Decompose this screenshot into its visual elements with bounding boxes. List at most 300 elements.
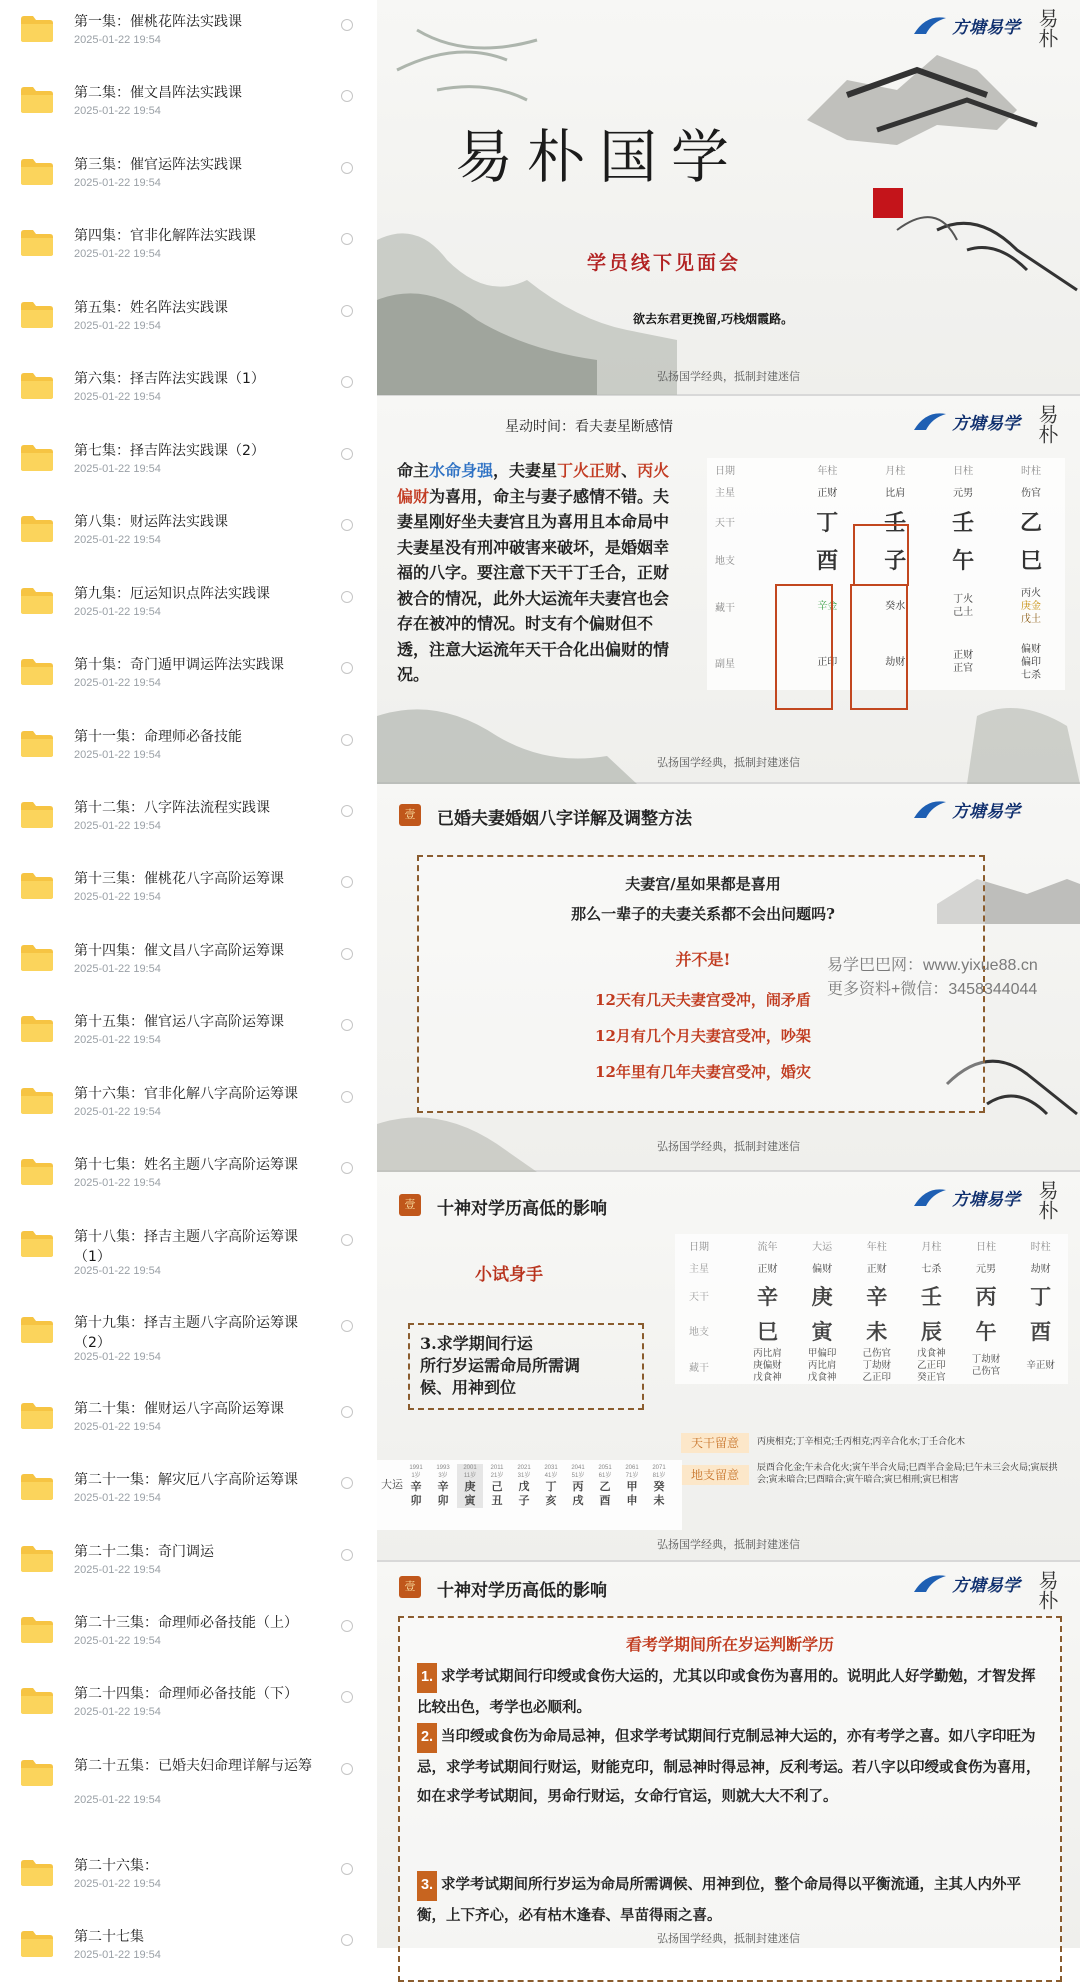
brand-logo — [912, 794, 1020, 824]
select-radio[interactable] — [341, 734, 353, 746]
select-radio[interactable] — [341, 1549, 353, 1561]
file-name: 第十一集：命理师必备技能 — [74, 729, 242, 745]
zhuxing-cell: 七杀 — [921, 1263, 942, 1275]
row-label: 天干 — [715, 517, 735, 529]
answer-line: 并不是! — [675, 950, 731, 969]
fuxing-item: 七杀 — [1021, 669, 1042, 681]
paragraph-1 — [417, 1662, 1045, 1722]
file-name: 第二十二集：奇门调运 — [74, 1544, 214, 1560]
question-line: 夫妻宫/星如果都是喜用 — [625, 875, 781, 893]
zhuxing-cell: 主星 — [689, 1263, 709, 1275]
select-radio[interactable] — [341, 90, 353, 102]
file-name: 第十二集：八字阵法流程实践课 — [74, 800, 270, 816]
text-run: 、 — [621, 461, 638, 480]
canggan-item: 乙正印 — [917, 1360, 946, 1371]
content-heading: 看考学期间所在岁运判断学历 — [625, 1635, 834, 1654]
header-cell: 日柱 — [953, 465, 974, 477]
select-radio[interactable] — [341, 1934, 353, 1946]
file-name: 第一集：催桃花阵法实践课 — [74, 14, 242, 30]
file-name: 第二十七集 — [74, 1929, 144, 1945]
file-row[interactable] — [0, 1301, 375, 1387]
dayun-y: 1991 — [409, 1465, 423, 1471]
side-title: 易朴 — [1035, 1180, 1059, 1220]
slide-ten-gods-2[interactable] — [377, 1562, 1080, 1948]
canggan-item: 己伤官 — [862, 1348, 891, 1359]
dayun-z: 卯 — [410, 1495, 422, 1507]
paragraph-2 — [417, 1722, 1045, 1812]
slide-spouse-star[interactable] — [377, 396, 1080, 784]
zhuxing-cell: 劫财 — [1030, 1263, 1051, 1275]
folder-icon — [20, 1545, 54, 1573]
file-name: 第十四集：催文昌八字高阶运筹课 — [74, 943, 284, 959]
zhuxing-cell: 元男 — [976, 1263, 997, 1275]
fuxing-item: 正财 — [953, 650, 974, 661]
tiangan-cell: 乙 — [1020, 509, 1043, 535]
zhuxing-cell: 元男 — [953, 487, 974, 499]
watermark-site: 易学巴巴网：www.yixue88.cn — [827, 957, 1038, 974]
note-text: 辰酉合化金;午未合化火;寅午半合火局;巳酉半合金局;巳午未三会火局;寅辰拱会;寅未暗合;巳酉暗合;寅午暗合;寅巳相刑;寅巳相害 — [757, 1462, 1058, 1484]
brand-logo — [912, 1182, 1020, 1212]
dizhi-cell: 辰 — [920, 1320, 942, 1344]
text-run: 命主 — [397, 461, 430, 480]
slide-ten-gods-1[interactable] — [377, 1172, 1080, 1562]
select-radio[interactable] — [341, 19, 353, 31]
dayun-a: 31岁 — [517, 1473, 531, 1479]
folder-icon — [20, 1473, 54, 1501]
canggan-item: 己土 — [953, 607, 974, 618]
canggan-item: 戊土 — [1021, 613, 1042, 625]
file-date: 2025-01-22 19:54 — [74, 463, 161, 475]
file-row[interactable] — [0, 1387, 375, 1458]
folder-icon — [20, 1687, 54, 1715]
slide-footer: 弘扬国学经典，抵制封建迷信 — [657, 1538, 800, 1551]
dayun-g: 丙 — [572, 1481, 584, 1493]
select-radio[interactable] — [341, 662, 353, 674]
file-date: 2025-01-22 19:54 — [74, 1265, 161, 1277]
select-radio[interactable] — [341, 1477, 353, 1489]
folder-icon — [20, 872, 54, 900]
folder-icon — [20, 587, 54, 615]
header-cell: 日期 — [689, 1241, 709, 1253]
slide-title: 十神对学历高低的影响 — [437, 1581, 607, 1601]
brand-name: 方塘易学 — [952, 801, 1020, 822]
file-date: 2025-01-22 19:54 — [74, 677, 161, 689]
paragraph-text: 求学考试期间所行岁运为命局所需调候、用神到位，整个命局得以平衡流通，主其人内外平衡，上下齐心，必有枯木逢春、旱苗得雨之喜。 — [417, 1876, 1021, 1924]
question-line: 那么一辈子的夫妻关系都不会出问题吗? — [571, 905, 835, 923]
file-date: 2025-01-22 19:54 — [74, 105, 161, 117]
dayun-label: 大运 — [381, 1479, 403, 1491]
file-date: 2025-01-22 19:54 — [74, 1492, 161, 1504]
select-radio[interactable] — [341, 1320, 353, 1332]
title-badge-icon: 壹 — [399, 1194, 421, 1216]
file-row[interactable] — [0, 1915, 375, 1986]
file-row[interactable] — [0, 1672, 375, 1743]
file-row[interactable] — [0, 71, 375, 142]
file-row[interactable] — [0, 572, 375, 643]
dayun-g: 乙 — [599, 1481, 611, 1493]
row-label: 藏干 — [689, 1362, 709, 1374]
select-radio[interactable] — [341, 591, 353, 603]
file-name: 第八集：财运阵法实践课 — [74, 514, 228, 530]
dayun-column[interactable] — [646, 1464, 672, 1508]
folder-icon — [20, 1015, 54, 1043]
answer-line: 12天有几天夫妻宫受冲，闹矛盾 — [595, 991, 811, 1009]
select-radio[interactable] — [341, 948, 353, 960]
note-label: 天干留意 — [681, 1433, 749, 1453]
file-row[interactable] — [0, 357, 375, 428]
fuxing-item: 偏财 — [1021, 643, 1042, 655]
fuxing-item: 偏印 — [1021, 656, 1042, 668]
text-run: 丙火偏财 — [397, 461, 670, 506]
red-seal — [873, 188, 903, 218]
folder-icon — [20, 301, 54, 329]
slide-cover[interactable] — [377, 0, 1080, 396]
dayun-a: 3岁 — [438, 1473, 448, 1479]
dayun-column[interactable] — [484, 1464, 510, 1508]
dayun-a: 1岁 — [411, 1473, 421, 1479]
file-row[interactable] — [0, 1744, 375, 1830]
file-date: 2025-01-22 19:54 — [74, 1564, 161, 1576]
file-date: 2025-01-22 19:54 — [74, 963, 161, 975]
tiangan-cell: 壬 — [952, 509, 975, 535]
header-cell: 月柱 — [921, 1241, 942, 1253]
dayun-z: 酉 — [599, 1495, 611, 1507]
landscape-art — [377, 0, 1080, 396]
zhuxing-cell: 主星 — [715, 487, 735, 499]
file-row[interactable] — [0, 786, 375, 857]
dayun-a: 81岁 — [652, 1473, 666, 1479]
analysis-text — [397, 458, 672, 688]
dayun-y: 2011 — [490, 1465, 504, 1471]
file-name: 第三集：催官运阵法实践课 — [74, 157, 242, 173]
zhuxing-cell: 正财 — [866, 1263, 887, 1275]
folder-icon — [20, 1158, 54, 1186]
canggan-item: 丁火 — [953, 594, 974, 605]
canggan-item: 癸水 — [885, 600, 906, 612]
file-row[interactable] — [0, 1844, 375, 1915]
dizhi-cell: 寅 — [811, 1320, 833, 1344]
dayun-z: 申 — [626, 1495, 638, 1507]
slide-marriage[interactable] — [377, 784, 1080, 1172]
canggan-item: 丁劫财 — [971, 1354, 1001, 1365]
file-date: 2025-01-22 19:54 — [74, 1949, 161, 1961]
dayun-a: 61岁 — [598, 1473, 612, 1479]
canggan-item: 乙正印 — [862, 1372, 891, 1383]
canggan-item: 丙比肩 — [753, 1348, 782, 1359]
brand-logo — [912, 406, 1020, 436]
canggan-cell — [849, 1348, 904, 1384]
folder-icon — [20, 1930, 54, 1958]
dayun-a: 51岁 — [571, 1473, 585, 1479]
file-name: 第二十四集：命理师必备技能（下） — [74, 1686, 298, 1702]
number-badge: 1. — [417, 1663, 437, 1693]
dayun-g: 庚 — [464, 1481, 476, 1493]
file-date: 2025-01-22 19:54 — [74, 1421, 161, 1433]
dayun-y: 2031 — [544, 1465, 558, 1471]
dizhi-cell: 子 — [884, 547, 907, 573]
file-row[interactable] — [0, 1458, 375, 1529]
canggan-cell — [904, 1348, 959, 1384]
file-name: 第二十三集：命理师必备技能（上） — [74, 1615, 298, 1631]
side-title: 易朴 — [1035, 8, 1059, 48]
dizhi-cell: 巳 — [1020, 547, 1043, 573]
fuxing-item: 正印 — [817, 656, 838, 668]
brand-name: 方塘易学 — [952, 413, 1020, 434]
file-row[interactable] — [0, 857, 375, 928]
dayun-column[interactable] — [403, 1464, 429, 1508]
paragraph-3 — [417, 1870, 1045, 1930]
canggan-cell — [929, 578, 997, 634]
file-row[interactable] — [0, 1143, 375, 1214]
file-date: 2025-01-22 19:54 — [74, 820, 161, 832]
folder-icon — [20, 1859, 54, 1887]
file-list — [0, 0, 375, 1961]
file-row[interactable] — [0, 1072, 375, 1143]
note-text: 丙庚相克;丁辛相克;壬丙相克;丙辛合化水;丁壬合化木 — [757, 1436, 966, 1446]
row-label: 天干 — [689, 1292, 709, 1303]
dayun-g: 癸 — [653, 1481, 665, 1493]
answer-line: 12年里有几年夫妻宫受冲，婚灾 — [595, 1063, 811, 1081]
brand-name: 方塘易学 — [952, 1189, 1020, 1210]
folder-icon — [20, 15, 54, 43]
tiangan-cell: 辛 — [866, 1285, 888, 1309]
dayun-column[interactable] — [619, 1464, 645, 1508]
file-date: 2025-01-22 19:54 — [74, 248, 161, 260]
file-name: 第二十集：催财运八字高阶运筹课 — [74, 1401, 284, 1417]
dayun-z: 子 — [518, 1495, 530, 1507]
folder-icon — [20, 1230, 54, 1258]
select-radio[interactable] — [341, 1162, 353, 1174]
file-name: 第六集：择吉阵法实践课（1） — [74, 371, 265, 387]
file-row[interactable] — [0, 1530, 375, 1601]
canggan-cell — [997, 578, 1065, 634]
brand-logo-icon — [912, 12, 948, 38]
slide-footer: 弘扬国学经典，抵制封建迷信 — [657, 370, 800, 383]
folder-icon — [20, 1316, 54, 1344]
fuxing-cell — [929, 634, 997, 690]
folder-icon — [20, 658, 54, 686]
file-date: 2025-01-22 19:54 — [74, 391, 161, 403]
dayun-y: 1993 — [436, 1465, 450, 1471]
file-name: 第四集：官非化解阵法实践课 — [74, 228, 256, 244]
file-row[interactable] — [0, 929, 375, 1000]
folder-icon — [20, 444, 54, 472]
folder-icon — [20, 1087, 54, 1115]
brand-logo-icon — [912, 1570, 948, 1596]
file-date: 2025-01-22 19:54 — [74, 1794, 161, 1806]
highlight-box — [853, 524, 909, 586]
select-radio[interactable] — [341, 519, 353, 531]
file-row[interactable] — [0, 429, 375, 500]
canggan-cell — [959, 1348, 1014, 1384]
dayun-a: 21岁 — [490, 1473, 504, 1479]
file-date: 2025-01-22 19:54 — [74, 606, 161, 618]
file-name: 第十集：奇门遁甲调运阵法实践课 — [74, 657, 284, 673]
dizhi-cell: 未 — [866, 1320, 888, 1344]
file-name: 第十九集：择吉主题八字高阶运筹课（2） — [74, 1315, 298, 1351]
header-cell: 月柱 — [885, 465, 906, 477]
dayun-column[interactable] — [511, 1464, 537, 1508]
tiangan-cell: 辛 — [756, 1285, 778, 1309]
file-name: 第十八集：择吉主题八字高阶运筹课（1） — [74, 1229, 298, 1265]
bazi-table — [675, 1234, 1068, 1384]
file-row[interactable] — [0, 0, 375, 71]
file-row[interactable] — [0, 1000, 375, 1071]
dayun-g: 甲 — [626, 1481, 638, 1493]
answer-line: 12月有几个月夫妻宫受冲，吵架 — [595, 1027, 811, 1045]
zhuxing-cell: 偏财 — [812, 1263, 833, 1275]
question-box — [408, 1323, 644, 1410]
select-radio[interactable] — [341, 805, 353, 817]
row-label: 藏干 — [715, 602, 735, 614]
canggan-item: 辛正财 — [1026, 1360, 1055, 1371]
fuxing-item: 劫财 — [885, 656, 906, 668]
select-radio[interactable] — [341, 1091, 353, 1103]
select-radio[interactable] — [341, 305, 353, 317]
canggan-item: 戊食神 — [917, 1348, 946, 1359]
folder-icon — [20, 1402, 54, 1430]
brand-logo — [912, 10, 1020, 40]
select-radio[interactable] — [341, 1863, 353, 1875]
file-date: 2025-01-22 19:54 — [74, 1878, 161, 1890]
dayun-y: 2001 — [463, 1465, 477, 1471]
dayun-column[interactable] — [430, 1464, 456, 1508]
file-row[interactable] — [0, 1215, 375, 1301]
brand-logo-icon — [912, 408, 948, 434]
file-name: 第十六集：官非化解八字高阶运筹课 — [74, 1086, 298, 1102]
number-badge: 2. — [417, 1723, 437, 1753]
select-radio[interactable] — [341, 448, 353, 460]
question-line: 候、用神到位 — [420, 1378, 517, 1397]
dayun-column[interactable] — [565, 1464, 591, 1508]
select-radio[interactable] — [341, 1406, 353, 1418]
content-box — [398, 1616, 1062, 1982]
file-date: 2025-01-22 19:54 — [74, 1106, 161, 1118]
dayun-column[interactable] — [538, 1464, 564, 1508]
file-date: 2025-01-22 19:54 — [74, 1351, 161, 1363]
zhuxing-cell: 比肩 — [885, 487, 906, 499]
canggan-cell — [795, 1348, 850, 1384]
select-radio[interactable] — [341, 1620, 353, 1632]
file-row[interactable] — [0, 500, 375, 571]
file-date: 2025-01-22 19:54 — [74, 1706, 161, 1718]
dayun-z: 亥 — [545, 1495, 557, 1507]
select-radio[interactable] — [341, 1234, 353, 1246]
brand-name: 方塘易学 — [952, 1575, 1020, 1596]
title-badge-icon: 壹 — [399, 1576, 421, 1598]
canggan-item: 庚金 — [1021, 600, 1042, 612]
text-run: 丁火正财 — [557, 461, 622, 480]
header-cell: 年柱 — [817, 465, 838, 477]
canggan-item: 辛金 — [817, 600, 838, 612]
slide-footer: 弘扬国学经典，抵制封建迷信 — [657, 1140, 800, 1153]
dayun-y: 2021 — [517, 1465, 531, 1471]
text-run: ，夫妻星 — [493, 461, 558, 480]
dayun-g: 辛 — [437, 1481, 449, 1493]
select-radio[interactable] — [341, 1019, 353, 1031]
folder-icon — [20, 158, 54, 186]
folder-icon — [20, 944, 54, 972]
file-row[interactable] — [0, 214, 375, 285]
highlight-box — [850, 584, 908, 710]
canggan-item: 丙比肩 — [807, 1360, 837, 1371]
select-radio[interactable] — [341, 876, 353, 888]
file-row[interactable] — [0, 643, 375, 714]
slide-footer: 弘扬国学经典，抵制封建迷信 — [657, 1932, 800, 1945]
dizhi-cell: 午 — [975, 1320, 997, 1344]
folder-icon — [20, 229, 54, 257]
dizhi-cell: 酉 — [816, 547, 839, 573]
file-date: 2025-01-22 19:54 — [74, 891, 161, 903]
title-badge-icon: 壹 — [399, 804, 421, 826]
dayun-strip — [377, 1460, 682, 1530]
select-radio[interactable] — [341, 376, 353, 388]
dayun-g: 丁 — [545, 1481, 557, 1493]
dayun-g: 戊 — [518, 1481, 530, 1493]
brand-name: 方塘易学 — [952, 17, 1020, 38]
header-cell: 大运 — [812, 1241, 833, 1253]
text-run: 为喜用，命主与妻子感情不错。夫妻星刚好坐夫妻宫且为喜用且本命局中夫妻星没有刑冲破害来破坏，是婚姻幸福的八字。要注意下天干丁壬合，正财被合的情况，此外大运流年夫妻宫也会存在被冲的情况。时支有个偏财但不透，注意大运流年天干合化出偏财的情况。 — [397, 486, 670, 684]
folder-icon — [20, 801, 54, 829]
dayun-column[interactable] — [592, 1464, 618, 1508]
file-name: 第二十五集：已婚夫妇命理详解与运筹 — [74, 1758, 312, 1774]
file-name: 第十七集：姓名主题八字高阶运筹课 — [74, 1157, 298, 1173]
dizhi-cell: 酉 — [1030, 1320, 1052, 1344]
canggan-item: 戊食神 — [753, 1372, 782, 1383]
file-row[interactable] — [0, 715, 375, 786]
dayun-g: 己 — [491, 1481, 503, 1493]
header-cell: 日柱 — [976, 1241, 997, 1253]
file-date: 2025-01-22 19:54 — [74, 1034, 161, 1046]
watermark-contact: 更多资料+微信：3458344044 — [827, 981, 1038, 998]
text-run: 水命身强 — [429, 461, 494, 480]
file-name: 第二十一集：解灾厄八字高阶运筹课 — [74, 1472, 298, 1488]
file-date: 2025-01-22 19:54 — [74, 320, 161, 332]
dayun-z: 寅 — [464, 1495, 476, 1507]
select-radio[interactable] — [341, 1763, 353, 1775]
select-radio[interactable] — [341, 1691, 353, 1703]
tiangan-cell: 丁 — [816, 509, 839, 535]
dayun-z: 戌 — [572, 1495, 584, 1507]
row-label: 副星 — [715, 658, 735, 670]
file-row[interactable] — [0, 1601, 375, 1672]
dayun-g: 辛 — [410, 1481, 422, 1493]
canggan-cell — [1013, 1348, 1068, 1384]
brand-logo-icon — [912, 1184, 948, 1210]
tiangan-cell: 丙 — [975, 1285, 997, 1309]
header-cell: 时柱 — [1030, 1241, 1051, 1253]
zhuxing-cell: 伤官 — [1021, 487, 1042, 499]
file-row[interactable] — [0, 286, 375, 357]
cover-title: 易朴国学 — [455, 123, 744, 191]
dayun-z: 卯 — [437, 1495, 449, 1507]
file-date: 2025-01-22 19:54 — [74, 34, 161, 46]
canggan-item: 庚偏财 — [753, 1360, 782, 1371]
cover-subtitle: 学员线下见面会 — [587, 252, 742, 274]
select-radio[interactable] — [341, 162, 353, 174]
dayun-a: 11岁 — [463, 1473, 477, 1479]
dayun-column[interactable] — [457, 1464, 483, 1508]
file-row[interactable] — [0, 143, 375, 214]
select-radio[interactable] — [341, 233, 353, 245]
side-title: 易朴 — [1035, 404, 1059, 444]
canggan-item: 丙火 — [1021, 587, 1042, 599]
file-name: 第五集：姓名阵法实践课 — [74, 300, 228, 316]
folder-icon — [20, 730, 54, 758]
cover-poem: 欲去东君更挽留,巧栈烟霞路。 — [633, 312, 794, 326]
highlight-box — [775, 584, 833, 710]
zhuxing-cell: 正财 — [757, 1263, 778, 1275]
